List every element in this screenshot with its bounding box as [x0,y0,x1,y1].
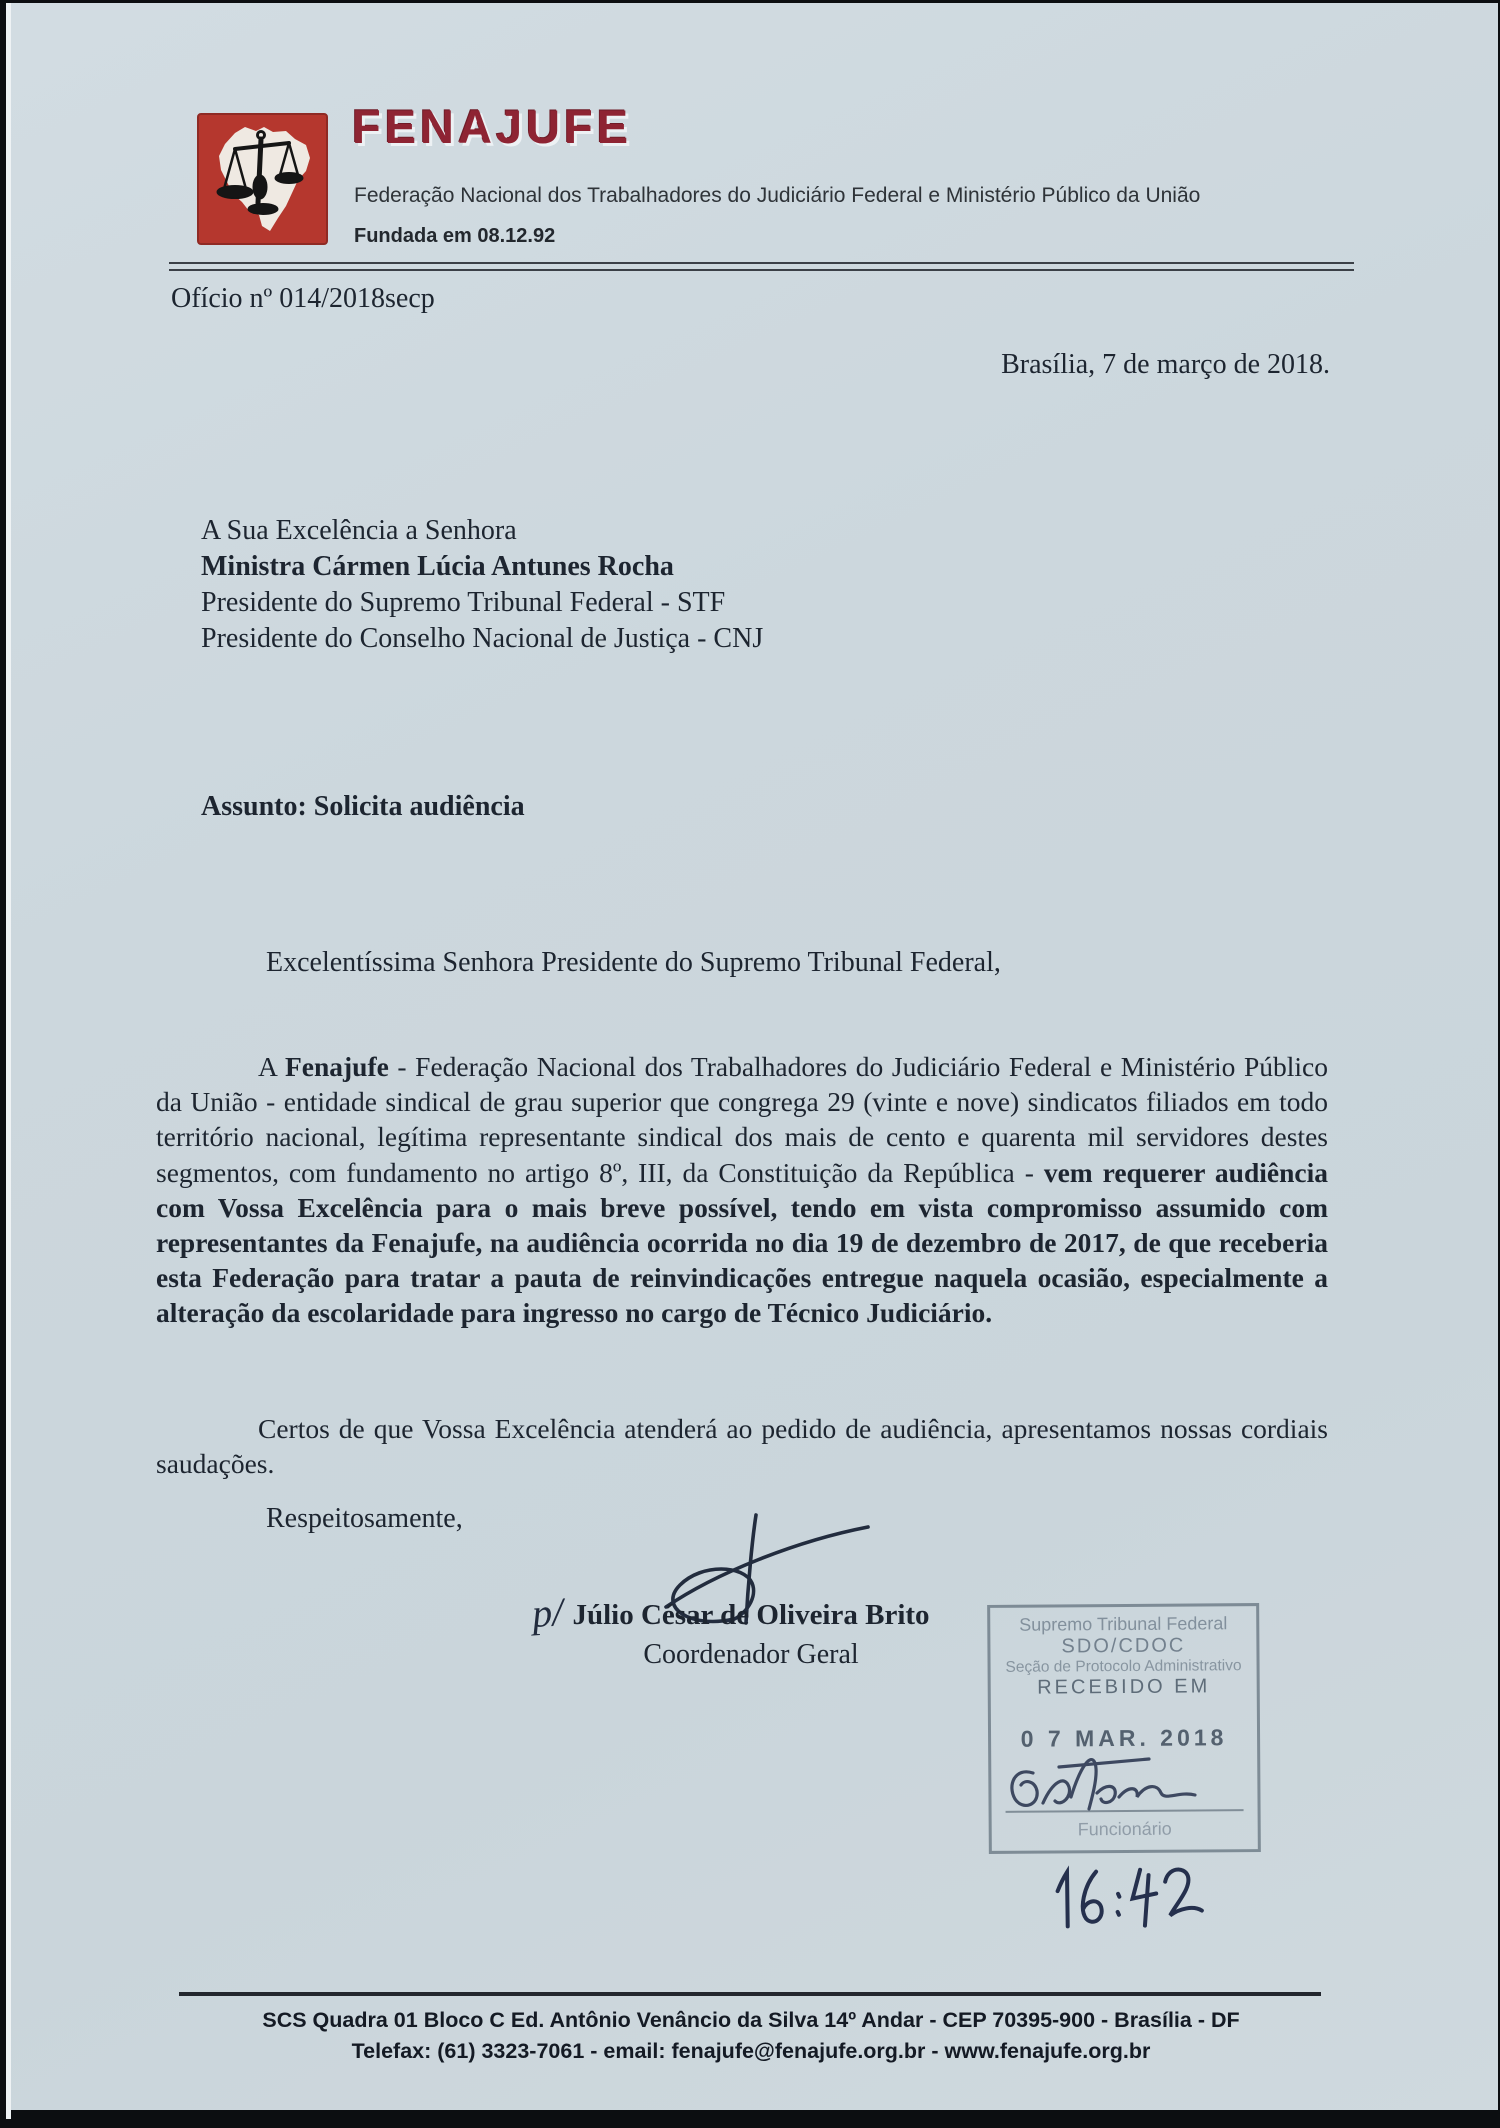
body-text-bold: Fenajufe [284,1051,389,1082]
header-rule-bottom [169,269,1354,271]
date-line: Brasília, 7 de março de 2018. [1001,349,1330,380]
body-text: A [258,1051,285,1082]
signatory-title: Coordenador Geral [643,1639,859,1670]
closing-line: Respeitosamente, [266,1503,463,1534]
signatory-name: Júlio César de Oliveira Brito [572,1599,930,1631]
body-paragraph-1 [156,1049,1328,1331]
stamp-department-code: SDO/CDOC [1061,1634,1186,1658]
handwritten-p-slash: p/ [530,1588,565,1637]
letter-paper [6,3,1498,2119]
body-text: - Federação Nacional dos Trabalhadores do Judiciário Federal e Ministério Público da União - entidade sindical de grau superior que congrega 29 (vinte e nove) sindicatos filiados em todo território nacional, legítima representante sindical dos mais de cento e quarenta mil servidores destes segmentos, com fundamento no artigo 8º, III, da Constituição da República - [156,1051,1328,1188]
addressee-block [201,513,763,657]
addressee-line: A Sua Excelência a Senhora [201,515,517,546]
org-name: FENAJUFE [352,100,633,153]
addressee-name: Ministra Cármen Lúcia Antunes Rocha [201,551,674,582]
fenajufe-logo-brazil-scales-icon [197,113,328,245]
org-description: Federação Nacional dos Trabalhadores do Judiciário Federal e Ministério Público da União [354,184,1201,207]
handwritten-time-16-42 [1043,1859,1213,1949]
footer-rule [179,1992,1321,1996]
footer-address: SCS Quadra 01 Bloco C Ed. Antônio Venâncio da Silva 14º Andar - CEP 70395-900 - Brasília - DF [262,2008,1240,2032]
scan-edge [11,2110,1498,2119]
stamp-section-name: Seção de Protocolo Administrativo [1005,1657,1242,1676]
document-reference: Ofício nº 014/2018secp [171,283,435,314]
stamp-received-label: RECEBIDO EM [1037,1675,1211,1699]
salutation: Excelentíssima Senhora Presidente do Supremo Tribunal Federal, [266,947,1001,978]
footer-block [161,2005,1341,2067]
org-founded: Fundada em 08.12.92 [354,225,556,247]
stamp-date-received: 0 7 MAR. 2018 [1020,1724,1228,1752]
stamp-clerk-label: Funcionário [1077,1818,1172,1840]
addressee-line: Presidente do Conselho Nacional de Justiça - CNJ [201,623,764,654]
body-paragraph-2: Certos de que Vossa Excelência atenderá ao pedido de audiência, apresentamos nossas cordiais saudações. [156,1413,1328,1480]
subject-line: Assunto: Solicita audiência [201,791,525,822]
stamp-court-name: Supremo Tribunal Federal [1019,1613,1228,1635]
footer-contact: Telefax: (61) 3323-7061 - email: fenajufe@fenajufe.org.br - www.fenajufe.org.br [351,2039,1151,2063]
body-text-bold: vem requerer audiência com Vossa Excelência para o mais breve possível, tendo em vista compromisso assumido com representantes da Fenajufe, na audiência ocorrida no dia 19 de dezembro de 2017, de que receberia esta Federação para tratar a pauta de reinvindicações entregue naquela ocasião, especialmente a alteração da escolaridade para ingresso no cargo de Técnico Judiciário. [156,1156,1329,1329]
addressee-line: Presidente do Supremo Tribunal Federal - STF [201,587,726,618]
header-rule-top [169,262,1354,264]
clerk-handwritten-signature [999,1745,1229,1835]
